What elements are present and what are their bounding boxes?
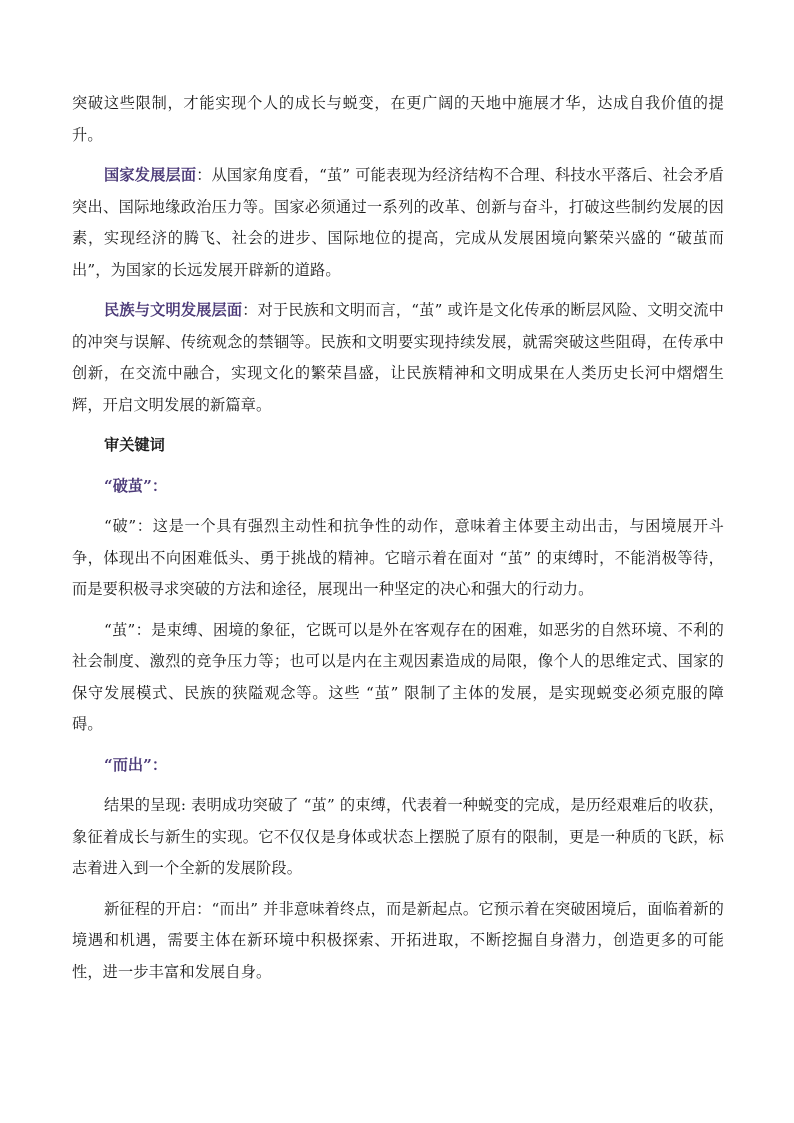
document-body [72, 88, 724, 997]
civilization-level-heading: 民族与文明发展层面 [104, 301, 243, 319]
national-level-heading: 国家发展层面 [104, 166, 197, 184]
civilization-level-text: ：对于民族和文明而言，“茧” 或许是文化传承的断层风险、文明交流中的冲突与误解、传统观念的禁锢等。民族和文明要实现持续发展，就需突破这些阻碍，在传承中创新，在交流中融合，实现文化的繁荣昌盛，让民族精神和文明成果在人类历史长河中熠熠生辉，开启文明发展的新篇章。 [72, 301, 724, 414]
keyword-heading-erchu: “而出”： [104, 755, 168, 774]
paragraph-civilization-level [72, 295, 724, 421]
paragraph-po-explanation: “破”：这是一个具有强烈主动性和抗争性的动作，意味着主体要主动出击，与困境展开斗争，体现出不向困难低头、勇于挑战的精神。它暗示着在面对 “茧” 的束缚时，不能消极等待，而是要积极寻求突破的方法和途径，展现出一种坚定的决心和强大的行动力。 [72, 517, 724, 598]
paragraph-jian-explanation: “茧”：是束缚、困境的象征，它既可以是外在客观存在的困难，如恶劣的自然环境、不利的社会制度、激烈的竞争压力等；也可以是内在主观因素造成的局限，像个人的思维定式、国家的保守发展模式、民族的狭隘观念等。这些 “茧” 限制了主体的发展，是实现蜕变必须克服的障碍。 [72, 620, 724, 733]
keyword-heading-pojian: “破茧”： [104, 476, 168, 495]
section-heading-keywords: 审关键词 [104, 436, 165, 454]
paragraph-new-journey: 新征程的开启：“而出” 并非意味着终点，而是新起点。它预示着在突破困境后，面临着新的境遇和机遇，需要主体在新环境中积极探索、开拓进取，不断挖掘自身潜力，创造更多的可能性，进一步丰富和发展自身。 [72, 899, 724, 981]
national-level-text: ：从国家角度看，“茧” 可能表现为经济结构不合理、科技水平落后、社会矛盾突出、国际地缘政治压力等。国家必须通过一系列的改革、创新与奋斗，打破这些制约发展的因素，实现经济的腾飞、社会的进步、国际地位的提高，完成从发展困境向繁荣兴盛的 “破茧而出”，为国家的长远发展开辟新的道路。 [72, 166, 724, 279]
paragraph-personal-continued: 突破这些限制，才能实现个人的成长与蜕变，在更广阔的天地中施展才华，达成自我价值的提升。 [72, 94, 724, 144]
paragraph-result-presentation: 结果的呈现: 表明成功突破了 “茧” 的束缚，代表着一种蜕变的完成，是历经艰难后的收获，象征着成长与新生的实现。它不仅仅是身体或状态上摆脱了原有的限制，更是一种质的飞跃，标志着进入到一个全新的发展阶段。 [72, 796, 724, 877]
paragraph-national-level [72, 160, 724, 286]
